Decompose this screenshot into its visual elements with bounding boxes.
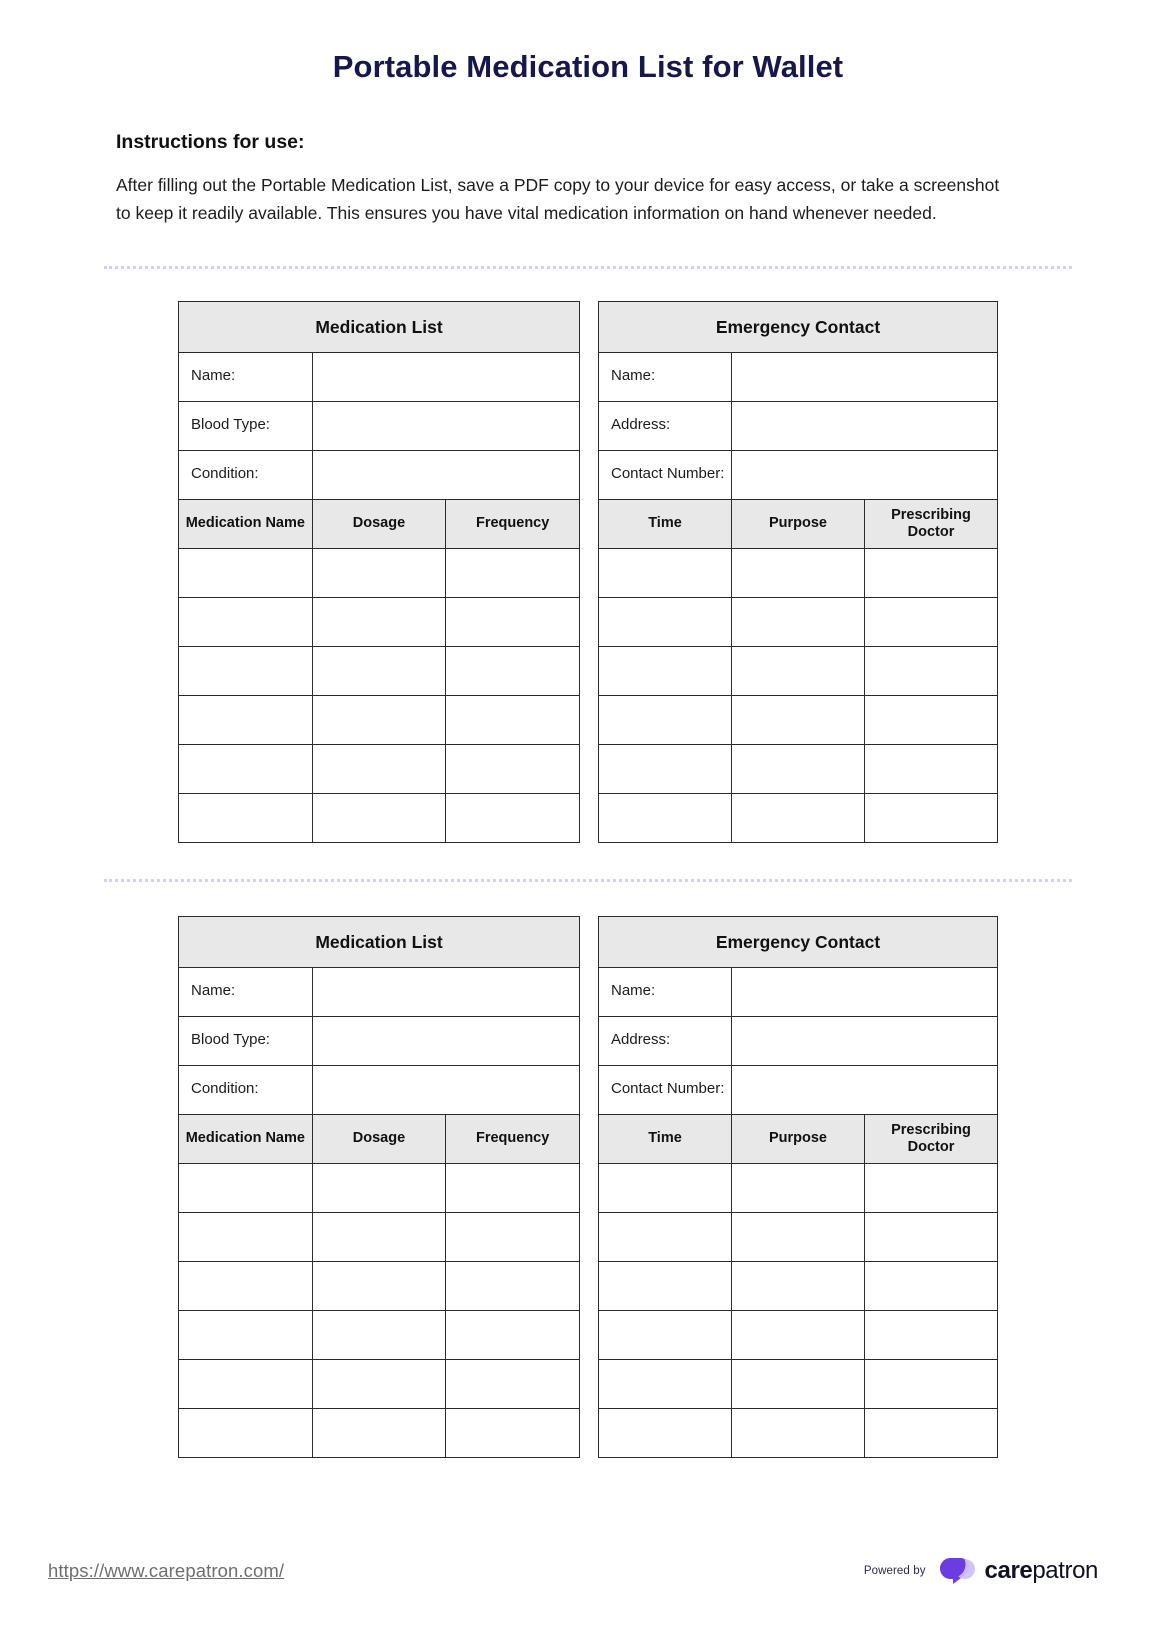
table-cell-input[interactable] — [732, 1359, 865, 1408]
table-cell-input[interactable] — [599, 793, 732, 842]
carepatron-url-link[interactable]: https://www.carepatron.com/ — [48, 1560, 285, 1581]
table-cell-input[interactable] — [599, 1310, 732, 1359]
wordmark-patron: patron — [1032, 1557, 1098, 1584]
table-cell-input[interactable] — [732, 548, 865, 597]
table-cell-input[interactable] — [179, 1212, 313, 1261]
medication-card-section — [0, 301, 1176, 843]
column-header: Dosage — [312, 499, 446, 548]
table-cell-input[interactable] — [865, 1310, 998, 1359]
table-row — [179, 793, 580, 842]
table-cell-input[interactable] — [312, 744, 446, 793]
table-row — [179, 744, 580, 793]
table-cell-input[interactable] — [179, 1408, 313, 1457]
table-cell-input[interactable] — [312, 1261, 446, 1310]
powered-by-label: Powered by — [863, 1565, 926, 1577]
table-cell-input[interactable] — [865, 1212, 998, 1261]
field-value-input[interactable] — [312, 1065, 579, 1114]
table-cell-input[interactable] — [599, 646, 732, 695]
card-title: Medication List — [179, 301, 580, 352]
field-row — [179, 967, 580, 1016]
table-cell-input[interactable] — [732, 1212, 865, 1261]
table-cell-input[interactable] — [446, 1163, 580, 1212]
table-cell-input[interactable] — [732, 744, 865, 793]
table-cell-input[interactable] — [446, 597, 580, 646]
table-row — [179, 1359, 580, 1408]
table-cell-input[interactable] — [179, 744, 313, 793]
field-value-input[interactable] — [732, 967, 998, 1016]
table-row — [179, 1163, 580, 1212]
table-cell-input[interactable] — [446, 1359, 580, 1408]
field-value-input[interactable] — [312, 450, 579, 499]
field-label: Address: — [599, 401, 732, 450]
table-row — [599, 744, 998, 793]
table-cell-input[interactable] — [865, 1163, 998, 1212]
field-label: Contact Number: — [599, 450, 732, 499]
table-cell-input[interactable] — [865, 1359, 998, 1408]
column-header: Time — [599, 1114, 732, 1163]
table-cell-input[interactable] — [732, 793, 865, 842]
column-header: Medication Name — [179, 1114, 313, 1163]
field-value-input[interactable] — [312, 352, 579, 401]
table-cell-input[interactable] — [732, 1261, 865, 1310]
table-cell-input[interactable] — [599, 1261, 732, 1310]
table-cell-input[interactable] — [865, 744, 998, 793]
field-value-input[interactable] — [312, 1016, 579, 1065]
field-label: Blood Type: — [179, 1016, 313, 1065]
field-row — [179, 352, 580, 401]
table-row — [179, 1212, 580, 1261]
table-cell-input[interactable] — [599, 548, 732, 597]
column-header-row — [599, 499, 998, 548]
table-cell-input[interactable] — [312, 646, 446, 695]
field-row — [179, 450, 580, 499]
table-cell-input[interactable] — [179, 548, 313, 597]
emergency-table — [598, 916, 998, 1458]
column-header: Purpose — [732, 499, 865, 548]
column-header-row — [179, 499, 580, 548]
field-value-input[interactable] — [732, 450, 998, 499]
carepatron-wordmark — [985, 1559, 1098, 1583]
table-row — [599, 793, 998, 842]
table-row — [179, 548, 580, 597]
column-header: Purpose — [732, 1114, 865, 1163]
wordmark-care: care — [984, 1557, 1033, 1584]
table-row — [599, 1408, 998, 1457]
table-cell-input[interactable] — [179, 695, 313, 744]
table-cell-input[interactable] — [599, 1359, 732, 1408]
field-label: Name: — [179, 352, 313, 401]
table-cell-input[interactable] — [312, 1359, 446, 1408]
field-value-input[interactable] — [732, 401, 998, 450]
page-footer — [0, 1512, 1176, 1630]
card-title-row — [599, 916, 998, 967]
table-cell-input[interactable] — [446, 1212, 580, 1261]
field-label: Contact Number: — [599, 1065, 732, 1114]
table-cell-input[interactable] — [599, 597, 732, 646]
table-cell-input[interactable] — [865, 1261, 998, 1310]
table-row — [179, 695, 580, 744]
table-cell-input[interactable] — [446, 744, 580, 793]
card-title: Emergency Contact — [599, 301, 998, 352]
card-title-row — [179, 916, 580, 967]
table-row — [599, 1359, 998, 1408]
field-row — [179, 401, 580, 450]
field-label: Address: — [599, 1016, 732, 1065]
table-cell-input[interactable] — [732, 597, 865, 646]
table-cell-input[interactable] — [179, 1359, 313, 1408]
field-label: Name: — [179, 967, 313, 1016]
table-row — [599, 695, 998, 744]
field-row — [179, 1016, 580, 1065]
table-cell-input[interactable] — [599, 1408, 732, 1457]
table-row — [599, 646, 998, 695]
table-cell-input[interactable] — [312, 1310, 446, 1359]
brand-lockup — [864, 1556, 1098, 1586]
column-header: Medication Name — [179, 499, 313, 548]
table-cell-input[interactable] — [312, 1163, 446, 1212]
column-header: Frequency — [446, 1114, 580, 1163]
field-value-input[interactable] — [312, 967, 579, 1016]
table-cell-input[interactable] — [865, 695, 998, 744]
page-title: Portable Medication List for Wallet — [332, 49, 844, 84]
table-row — [179, 646, 580, 695]
card-title-row — [179, 301, 580, 352]
table-cell-input[interactable] — [446, 695, 580, 744]
instructions-block — [0, 85, 1176, 227]
table-cell-input[interactable] — [179, 1261, 313, 1310]
table-cell-input[interactable] — [312, 695, 446, 744]
table-row — [599, 597, 998, 646]
table-cell-input[interactable] — [732, 1408, 865, 1457]
table-cell-input[interactable] — [312, 1408, 446, 1457]
sections-host — [0, 301, 1176, 1458]
table-row — [599, 1310, 998, 1359]
table-row — [599, 1261, 998, 1310]
table-row — [599, 1212, 998, 1261]
table-cell-input[interactable] — [446, 793, 580, 842]
field-value-input[interactable] — [732, 1016, 998, 1065]
table-cell-input[interactable] — [446, 1310, 580, 1359]
medication-table — [178, 916, 580, 1458]
field-label: Condition: — [179, 1065, 313, 1114]
table-cell-input[interactable] — [599, 695, 732, 744]
emergency-table — [598, 301, 998, 843]
table-cell-input[interactable] — [865, 793, 998, 842]
table-cell-input[interactable] — [732, 646, 865, 695]
column-header: Frequency — [446, 499, 580, 548]
table-cell-input[interactable] — [865, 1408, 998, 1457]
table-cell-input[interactable] — [312, 597, 446, 646]
table-row — [599, 1163, 998, 1212]
column-header: Dosage — [312, 1114, 446, 1163]
card-title: Medication List — [179, 916, 580, 967]
field-row — [599, 450, 998, 499]
column-header-row — [599, 1114, 998, 1163]
field-row — [599, 1065, 998, 1114]
table-cell-input[interactable] — [179, 793, 313, 842]
field-label: Condition: — [179, 450, 313, 499]
table-cell-input[interactable] — [179, 1310, 313, 1359]
carepatron-logo — [937, 1556, 1098, 1586]
field-label: Name: — [599, 352, 732, 401]
field-row — [599, 1016, 998, 1065]
section-divider-top — [104, 266, 1072, 269]
table-cell-input[interactable] — [179, 646, 313, 695]
table-cell-input[interactable] — [446, 646, 580, 695]
table-cell-input[interactable] — [312, 548, 446, 597]
field-label: Blood Type: — [179, 401, 313, 450]
field-value-input[interactable] — [732, 352, 998, 401]
table-cell-input[interactable] — [599, 1163, 732, 1212]
field-row — [599, 352, 998, 401]
medication-table — [178, 301, 580, 843]
table-row — [179, 597, 580, 646]
section-divider-middle — [104, 879, 1072, 882]
instructions-heading: Instructions for use: — [116, 131, 305, 154]
table-cell-input[interactable] — [179, 597, 313, 646]
table-cell-input[interactable] — [446, 1408, 580, 1457]
table-cell-input[interactable] — [312, 1212, 446, 1261]
medication-card-section — [0, 916, 1176, 1458]
card-title-row — [599, 301, 998, 352]
field-value-input[interactable] — [312, 401, 579, 450]
table-cell-input[interactable] — [446, 548, 580, 597]
table-cell-input[interactable] — [865, 597, 998, 646]
field-row — [599, 967, 998, 1016]
table-cell-input[interactable] — [732, 1310, 865, 1359]
table-row — [179, 1310, 580, 1359]
table-cell-input[interactable] — [179, 1163, 313, 1212]
table-row — [179, 1408, 580, 1457]
field-value-input[interactable] — [732, 1065, 998, 1114]
field-row — [179, 1065, 580, 1114]
table-row — [599, 548, 998, 597]
table-row — [179, 1261, 580, 1310]
table-cell-input[interactable] — [732, 695, 865, 744]
table-cell-input[interactable] — [732, 1163, 865, 1212]
instructions-body: After filling out the Portable Medication List, save a PDF copy to your device for easy access, or take a screenshot to keep it readily available. This ensures you have vital medication information on hand whenever needed. — [116, 174, 1000, 224]
table-cell-input[interactable] — [865, 646, 998, 695]
column-header-row — [179, 1114, 580, 1163]
table-cell-input[interactable] — [446, 1261, 580, 1310]
table-cell-input[interactable] — [599, 744, 732, 793]
table-cell-input[interactable] — [599, 1212, 732, 1261]
table-cell-input[interactable] — [865, 548, 998, 597]
column-header: Time — [599, 499, 732, 548]
carepatron-logo-mark — [937, 1556, 977, 1586]
table-cell-input[interactable] — [312, 793, 446, 842]
column-header: Prescribing Doctor — [865, 499, 998, 548]
column-header: Prescribing Doctor — [865, 1114, 998, 1163]
field-row — [599, 401, 998, 450]
field-label: Name: — [599, 967, 732, 1016]
card-title: Emergency Contact — [599, 916, 998, 967]
